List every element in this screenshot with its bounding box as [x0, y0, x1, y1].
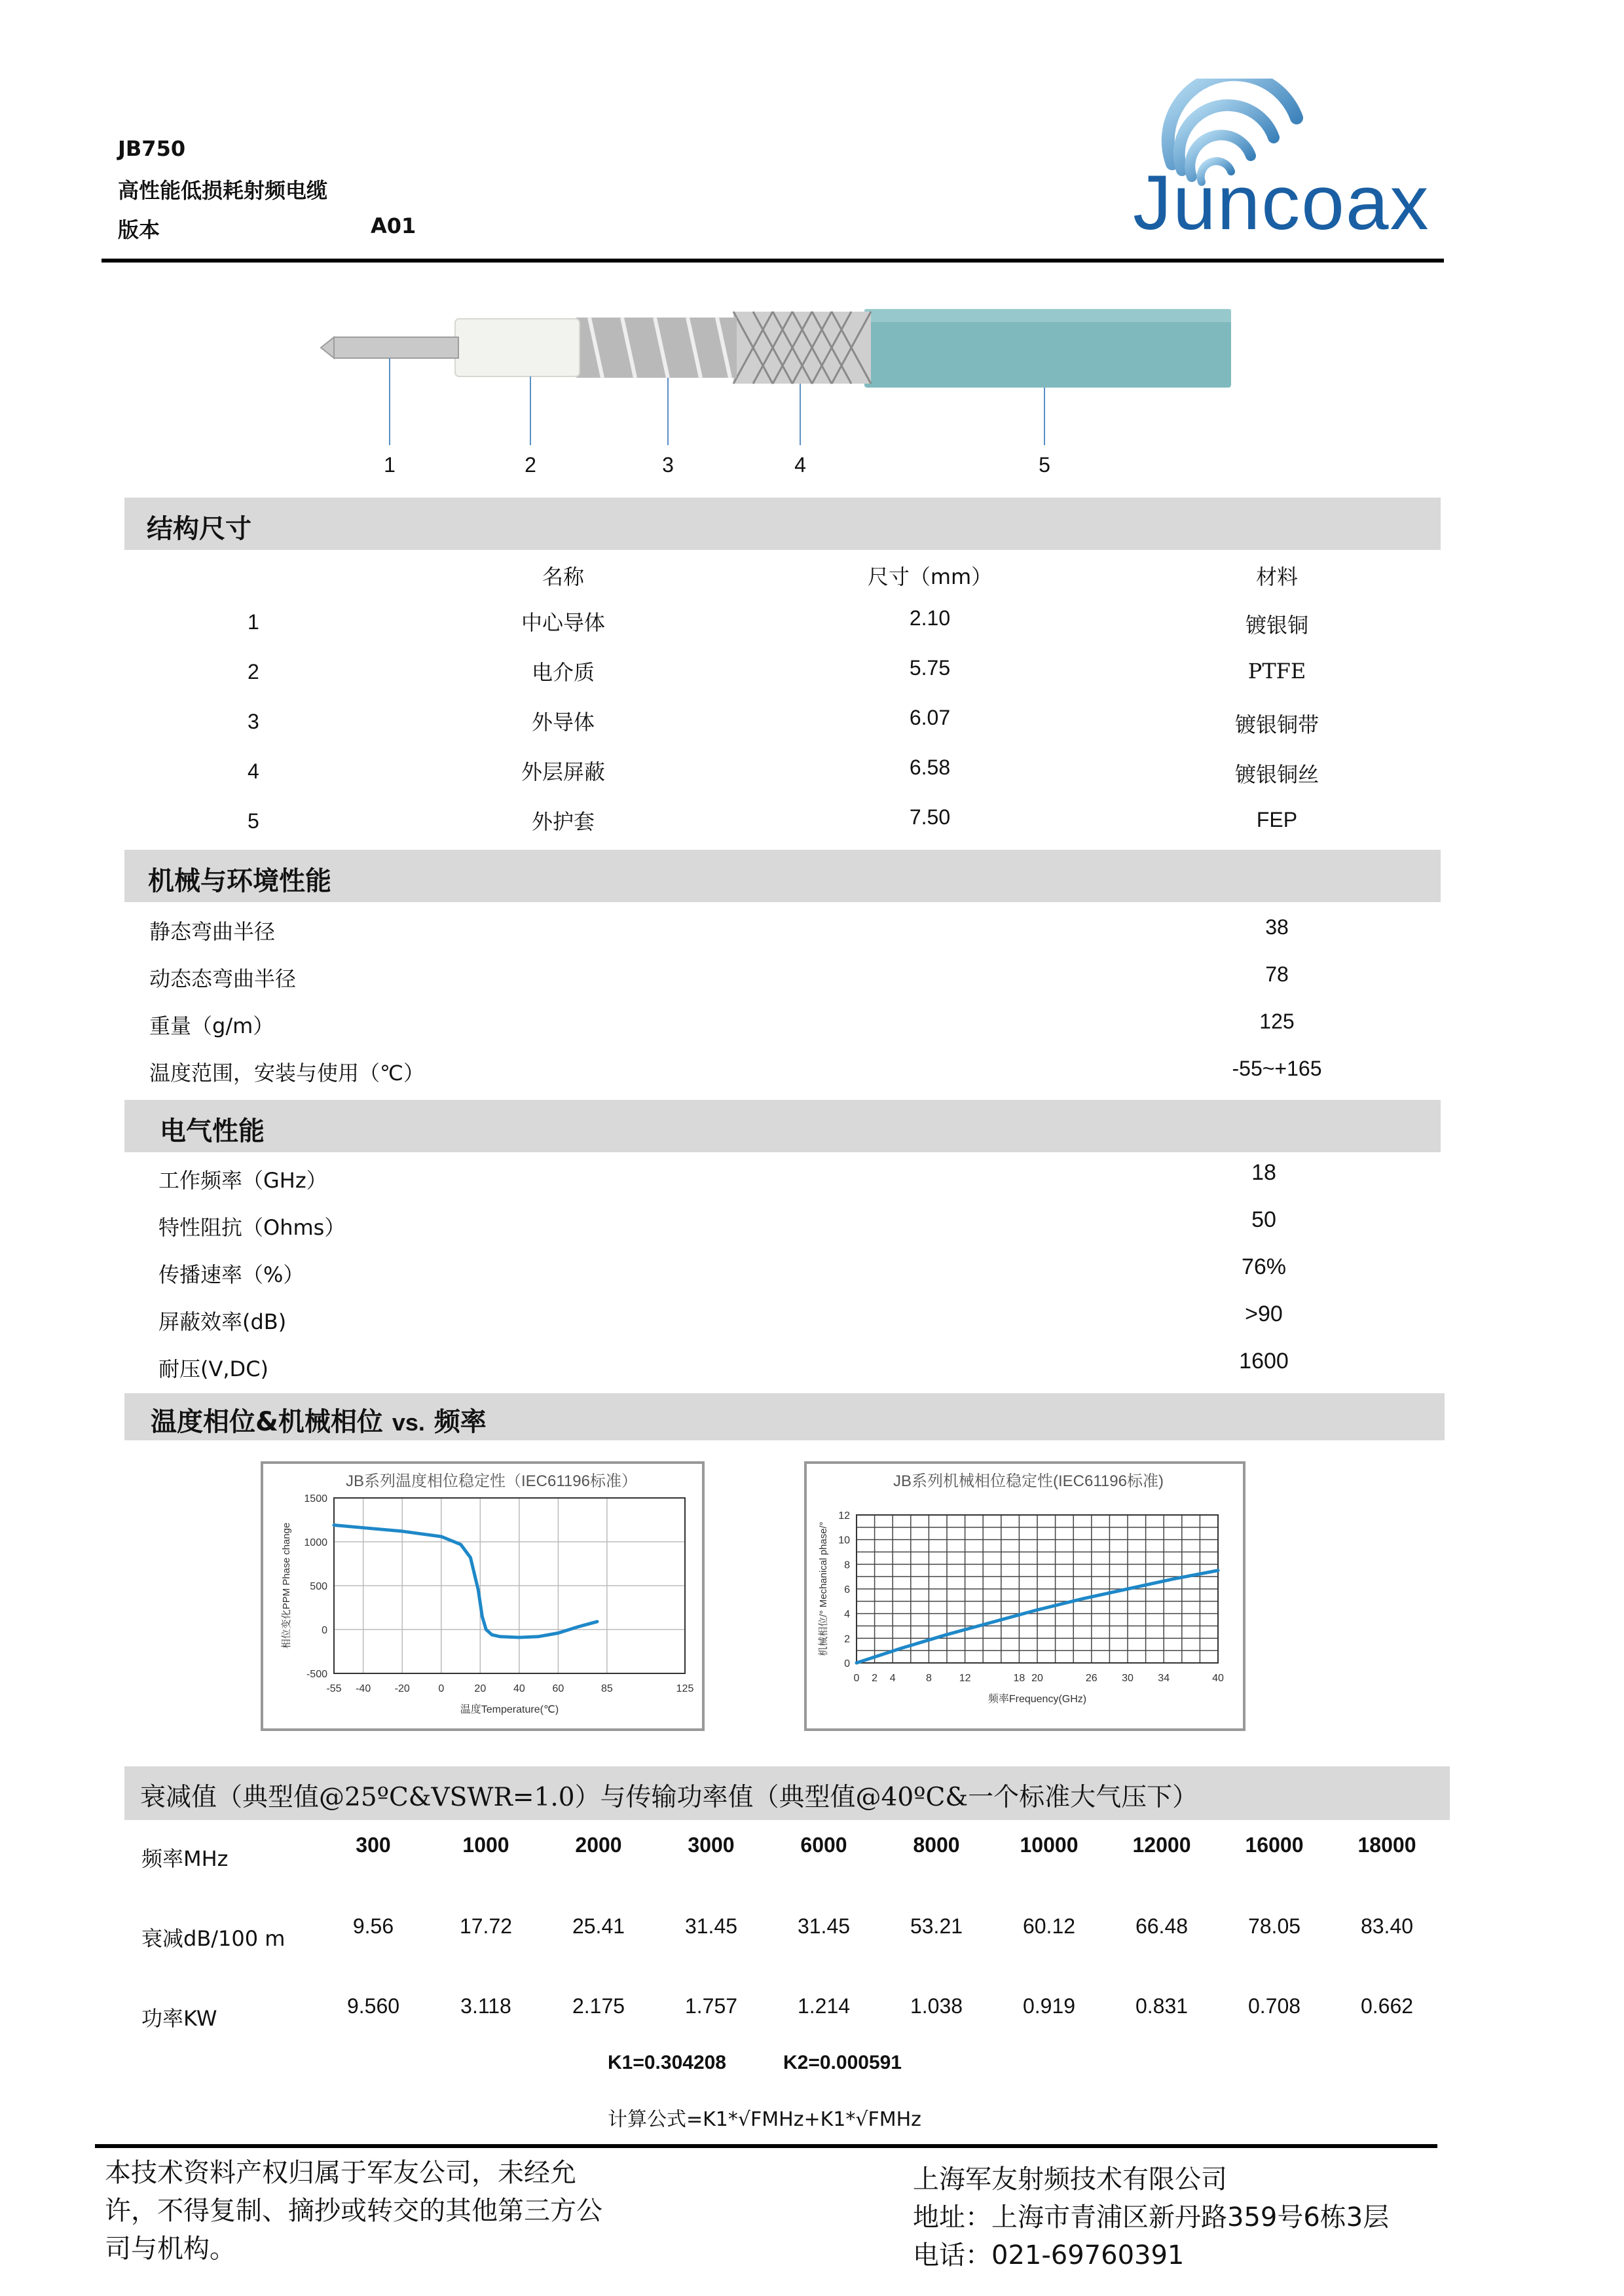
- attenuation-cell: 83.40: [1360, 1914, 1414, 1938]
- company-contact: [913, 2160, 1389, 2274]
- attenuation-cell: 78.05: [1247, 1914, 1301, 1938]
- row-name: 外护套: [531, 809, 595, 834]
- row-no: 4: [248, 759, 259, 783]
- mech-value: 125: [1259, 1010, 1295, 1033]
- elec-value: 1600: [1239, 1349, 1289, 1374]
- chart-title: JB系列机械相位稳定性(IEC61196标准): [893, 1472, 1164, 1490]
- y-tick-label: 8: [844, 1559, 850, 1571]
- row-no: 5: [248, 809, 259, 833]
- col-header-name: 名称: [542, 564, 584, 589]
- y-tick-label: 1000: [304, 1537, 327, 1548]
- attenuation-section-header: [124, 1766, 1450, 1820]
- attenuation-cell: 17.72: [459, 1914, 513, 1938]
- elec-value: 76%: [1241, 1254, 1287, 1279]
- y-axis-label: 机械相位/° Mechanical phase/°: [818, 1522, 829, 1656]
- structure-title: 结构尺寸: [147, 514, 251, 544]
- phase-title-vs: vs.: [392, 1409, 425, 1436]
- attenuation-title: 衰减值（典型值@25ºC&VSWR=1.0）与传输功率值（典型值@40ºC&一个标准大气压下）: [140, 1783, 1198, 1812]
- copyright-notice: [105, 2154, 602, 2268]
- row-size: 2.10: [909, 606, 951, 630]
- y-tick-label: -500: [306, 1669, 327, 1680]
- att-row-label: 衰减dB/100 m: [141, 1926, 286, 1951]
- mech-value: 78: [1265, 962, 1289, 986]
- x-tick-label: 20: [474, 1683, 487, 1694]
- x-tick-label: 2: [872, 1673, 878, 1684]
- y-tick-label: 10: [838, 1535, 850, 1546]
- callout-4: 4: [794, 453, 806, 477]
- k1-constant: K1=0.304208: [608, 2052, 726, 2073]
- company-name: 上海军友射频技术有限公司: [913, 2164, 1227, 2195]
- y-tick-label: 2: [844, 1633, 850, 1645]
- x-tick-label: 12: [959, 1673, 971, 1684]
- col-header-material: 材料: [1255, 564, 1298, 589]
- x-tick-label: 85: [600, 1683, 613, 1694]
- product-name: 高性能低损耗射频电缆: [118, 178, 328, 203]
- x-tick-label: 40: [513, 1683, 525, 1694]
- y-tick-label: 500: [310, 1581, 327, 1592]
- freq-cell: 1000: [462, 1833, 509, 1857]
- y-tick-label: 4: [844, 1609, 850, 1620]
- header-rule: [101, 259, 1444, 263]
- callout-3: 3: [662, 453, 674, 477]
- freq-cell: 300: [356, 1833, 391, 1857]
- y-axis-label: 相位变化PPM Phase change: [281, 1522, 292, 1649]
- attenuation-cell: 60.12: [1022, 1914, 1076, 1938]
- y-tick-label: 12: [838, 1510, 850, 1522]
- temperature-phase-chart-svg: [263, 1464, 702, 1728]
- power-cell: 0.831: [1135, 1994, 1189, 2018]
- col-header-size: 尺寸（mm）: [867, 564, 993, 589]
- row-name: 外导体: [531, 710, 595, 735]
- power-cell: 1.757: [684, 1994, 738, 2018]
- notice-line: 本技术资料产权归属于军友公司，未经允: [105, 2158, 576, 2188]
- x-tick-label: 18: [1013, 1673, 1025, 1684]
- attenuation-cell: 25.41: [572, 1914, 625, 1938]
- x-tick-label: -40: [356, 1683, 371, 1694]
- elec-label: 屏蔽效率(dB): [158, 1309, 287, 1334]
- x-tick-label: 0: [438, 1683, 445, 1694]
- dielectric-shape: [455, 319, 580, 376]
- company-phone: 电话：021-69760391: [913, 2240, 1185, 2270]
- chart-title: JB系列温度相位稳定性（IEC61196标准）: [346, 1472, 637, 1490]
- power-cell: 2.175: [572, 1994, 625, 2018]
- attenuation-cell: 31.45: [797, 1914, 851, 1938]
- structure-section-header: [124, 498, 1441, 550]
- notice-line: 许，不得复制、摘抄或转交的其他第三方公: [105, 2196, 602, 2226]
- logo-wordmark: Juncoax: [1133, 160, 1430, 246]
- callout-2: 2: [525, 453, 536, 477]
- freq-cell: 2000: [575, 1833, 622, 1857]
- model-number: JB750: [118, 136, 186, 161]
- x-tick-label: 26: [1085, 1673, 1098, 1684]
- cable-diagram: [314, 295, 1231, 478]
- power-cell: 3.118: [460, 1994, 511, 2018]
- attenuation-cell: 31.45: [684, 1914, 738, 1938]
- phase-title-cn2: 频率: [434, 1407, 487, 1437]
- mechanical-title: 机械与环境性能: [148, 866, 331, 896]
- row-name: 外层屏蔽: [521, 759, 605, 784]
- row-name: 中心导体: [521, 610, 605, 635]
- elec-value: 50: [1251, 1207, 1276, 1232]
- freq-cell: 12000: [1132, 1833, 1191, 1857]
- x-tick-label: 30: [1122, 1673, 1134, 1684]
- phase-section-header: [124, 1393, 1445, 1440]
- mechanical-section-header: [124, 850, 1441, 902]
- freq-cell: 16000: [1245, 1833, 1304, 1857]
- y-tick-label: 0: [322, 1625, 327, 1636]
- elec-value: 18: [1251, 1160, 1276, 1185]
- freq-cell: 10000: [1020, 1833, 1079, 1857]
- row-material: PTFE: [1247, 659, 1306, 683]
- elec-value: >90: [1245, 1302, 1283, 1326]
- attenuation-cell: 66.48: [1135, 1914, 1189, 1938]
- elec-label: 耐压(V,DC): [158, 1357, 269, 1381]
- power-cell: 1.038: [910, 1994, 963, 2018]
- center-conductor-shape: [334, 337, 458, 358]
- row-material: 镀银铜带: [1234, 712, 1319, 737]
- x-tick-label: 0: [853, 1673, 860, 1684]
- freq-row-label: 频率MHz: [141, 1846, 229, 1871]
- row-name: 电介质: [531, 660, 595, 685]
- version-label: 版本: [118, 217, 160, 242]
- company-logo: [1133, 79, 1441, 249]
- y-tick-label: 6: [844, 1584, 850, 1595]
- x-tick-label: 34: [1158, 1673, 1170, 1684]
- mech-value: 38: [1265, 915, 1289, 939]
- power-cell: 0.708: [1247, 1994, 1301, 2018]
- mechanical-phase-chart: [804, 1461, 1246, 1731]
- mech-label: 动态态弯曲半径: [149, 966, 297, 991]
- power-cell: 1.214: [797, 1994, 851, 2018]
- power-cell: 0.662: [1360, 1994, 1414, 2018]
- version-value: A01: [371, 213, 416, 238]
- x-tick-label: 20: [1031, 1673, 1043, 1684]
- elec-label: 特性阻抗（Ohms）: [158, 1215, 346, 1240]
- x-tick-label: 4: [889, 1673, 896, 1684]
- row-size: 6.58: [909, 756, 951, 779]
- notice-line: 司与机构。: [105, 2234, 236, 2264]
- mechanical-phase-chart-svg: [807, 1464, 1243, 1728]
- electrical-section-header: [124, 1100, 1441, 1152]
- company-address: 地址：上海市青浦区新丹路359号6栋3层: [913, 2202, 1390, 2232]
- x-axis-label: 温度Temperature(℃): [460, 1704, 559, 1715]
- power-cell: 9.560: [346, 1994, 400, 2018]
- footer-rule: [95, 2144, 1437, 2148]
- k2-constant: K2=0.000591: [783, 2052, 902, 2073]
- x-tick-label: 125: [676, 1683, 694, 1694]
- power-cell: 0.919: [1022, 1994, 1076, 2018]
- row-size: 5.75: [909, 656, 951, 680]
- freq-cell: 3000: [688, 1833, 735, 1857]
- elec-label: 传播速率（%）: [158, 1262, 304, 1287]
- mech-value: -55~+165: [1232, 1057, 1322, 1080]
- mech-label: 静态弯曲半径: [149, 919, 276, 944]
- freq-cell: 8000: [913, 1833, 960, 1857]
- x-tick-label: 60: [552, 1683, 564, 1694]
- row-size: 7.50: [909, 805, 951, 829]
- electrical-title: 电气性能: [160, 1116, 265, 1146]
- phase-title-cn: 温度相位&机械相位: [151, 1407, 383, 1437]
- power-row-label: 功率KW: [141, 2006, 217, 2031]
- y-tick-label: 0: [844, 1658, 850, 1669]
- x-axis-label: 频率Frequency(GHz): [987, 1694, 1087, 1705]
- callout-5: 5: [1039, 453, 1050, 477]
- row-no: 3: [248, 710, 259, 733]
- x-tick-label: 8: [925, 1673, 932, 1684]
- y-tick-label: 1500: [304, 1493, 327, 1504]
- row-size: 6.07: [909, 706, 951, 729]
- x-tick-label: -20: [394, 1683, 410, 1694]
- callout-1: 1: [384, 453, 396, 477]
- formula: 计算公式=K1*√FMHz+K1*√FMHz: [608, 2108, 921, 2131]
- row-material: FEP: [1256, 808, 1298, 831]
- row-material: 镀银铜丝: [1234, 762, 1319, 787]
- row-no: 2: [248, 660, 259, 683]
- x-tick-label: -55: [326, 1683, 342, 1694]
- freq-cell: 6000: [800, 1833, 847, 1857]
- row-material: 镀银铜: [1245, 613, 1308, 638]
- attenuation-cell: 53.21: [910, 1914, 963, 1938]
- row-no: 1: [248, 610, 259, 634]
- x-tick-label: 40: [1212, 1673, 1224, 1684]
- elec-label: 工作频率（GHz）: [158, 1168, 327, 1193]
- mech-label: 重量（g/m）: [149, 1013, 274, 1038]
- mech-label: 温度范围，安装与使用（℃）: [149, 1061, 424, 1085]
- attenuation-cell: 9.56: [352, 1914, 394, 1938]
- temperature-phase-chart: [261, 1461, 705, 1731]
- freq-cell: 18000: [1357, 1833, 1416, 1857]
